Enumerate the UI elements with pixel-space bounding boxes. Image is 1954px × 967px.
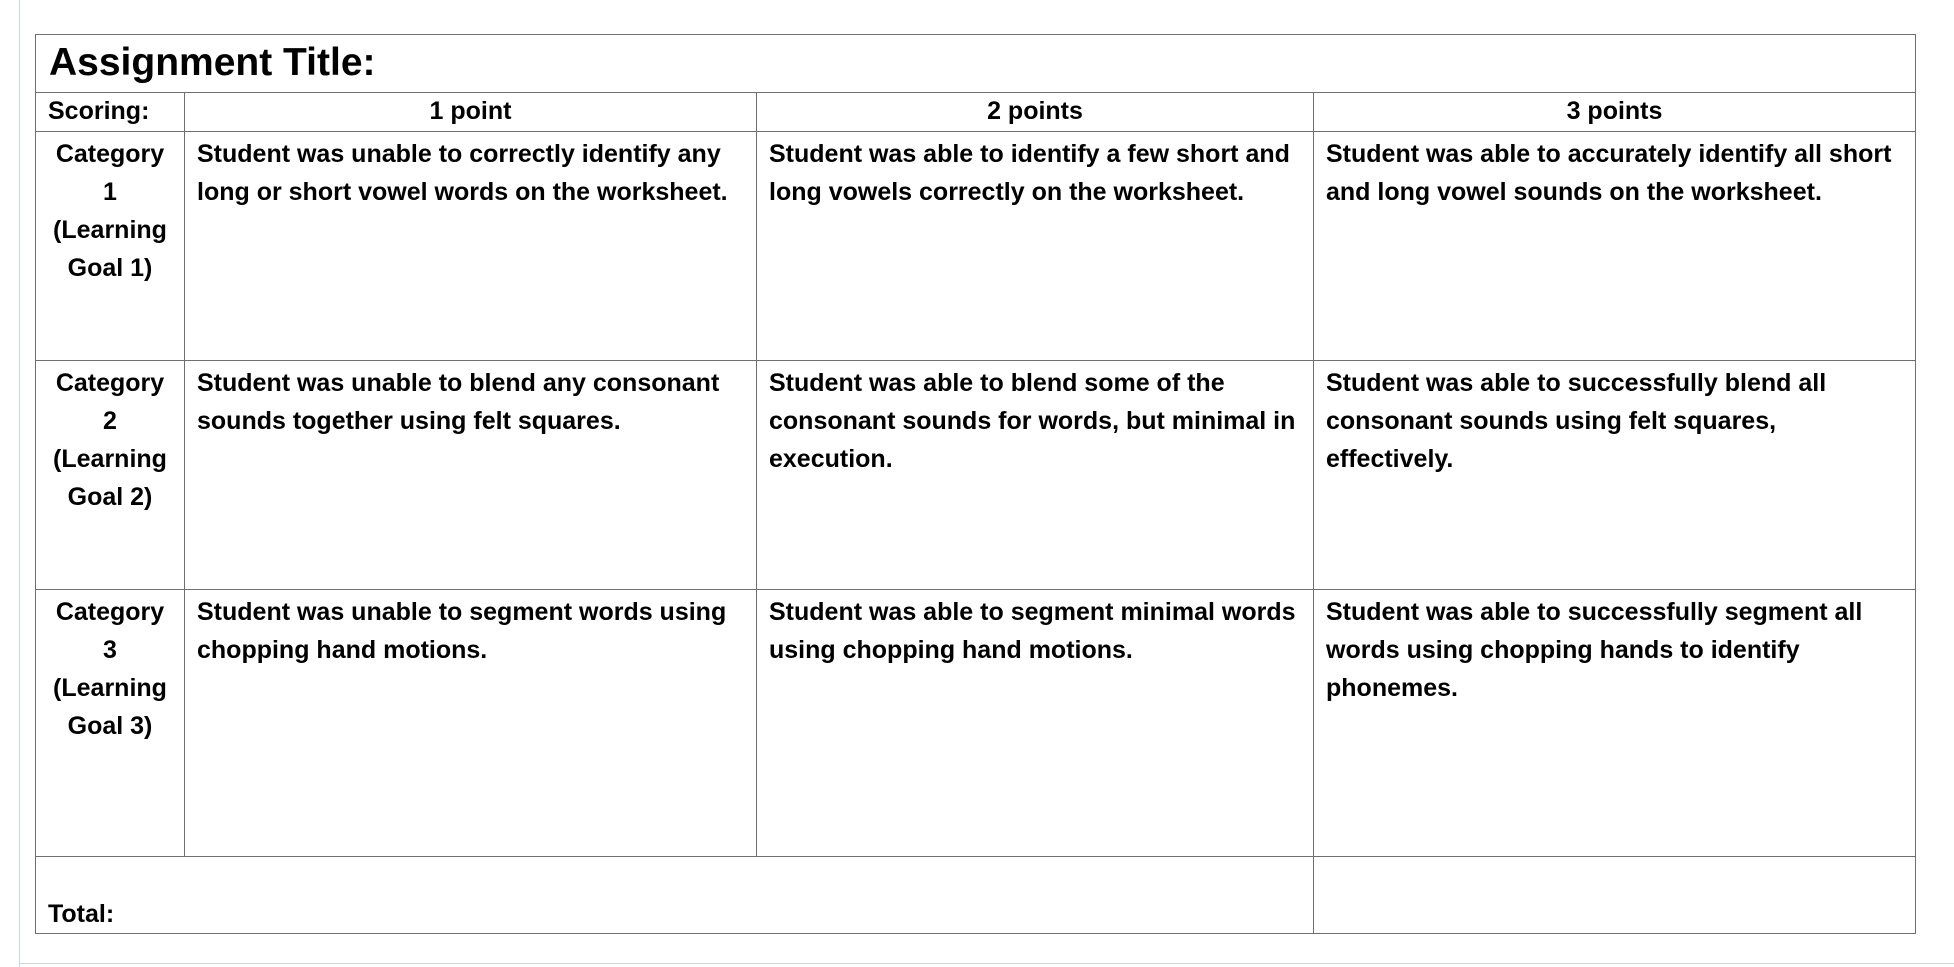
category-1-cell-3-points[interactable]: Student was able to accurately identify all short and long vowel sounds on the worksheet. [1314,132,1916,361]
category-label-line: Goal 2) [67,483,153,511]
category-label-line: Category [55,369,165,397]
category-label-line: Goal 3) [67,712,153,740]
total-value-cell[interactable] [1314,857,1916,934]
category-3-label [36,590,185,857]
category-3-cell-1-point[interactable]: Student was unable to segment words using chopping hand motions. [185,590,757,857]
category-label-line: (Learning [53,216,167,244]
category-1-cell-2-points[interactable]: Student was able to identify a few short and long vowels correctly on the worksheet. [757,132,1314,361]
score-header-3-points: 3 points [1314,93,1916,132]
page-edge-left [19,0,20,967]
category-row-1 [36,132,1916,361]
score-header-1-point: 1 point [185,93,757,132]
category-label-line: (Learning [53,674,167,702]
category-2-cell-2-points[interactable]: Student was able to blend some of the consonant sounds for words, but minimal in execution. [757,361,1314,590]
page-edge-bottom [19,963,1954,964]
category-label-line: 2 [103,407,117,435]
category-label-line: Goal 1) [67,254,153,282]
category-2-cell-3-points[interactable]: Student was able to successfully blend all consonant sounds using felt squares, effectively. [1314,361,1916,590]
assignment-title[interactable]: Assignment Title: [36,35,1916,93]
total-row [36,857,1916,934]
category-label-line: Category [55,140,165,168]
category-label-line: Category [55,598,165,626]
category-3-cell-3-points[interactable]: Student was able to successfully segment all words using chopping hands to identify phonemes. [1314,590,1916,857]
category-2-label [36,361,185,590]
category-1-label [36,132,185,361]
category-label-line: 3 [103,636,117,664]
rubric-table [35,34,1916,934]
total-label: Total: [36,857,1314,934]
score-header-2-points: 2 points [757,93,1314,132]
category-3-cell-2-points[interactable]: Student was able to segment minimal words using chopping hand motions. [757,590,1314,857]
category-row-3 [36,590,1916,857]
scoring-label: Scoring: [36,93,185,132]
category-label-line: 1 [103,178,117,206]
category-1-cell-1-point[interactable]: Student was unable to correctly identify any long or short vowel words on the worksheet. [185,132,757,361]
category-label-line: (Learning [53,445,167,473]
category-2-cell-1-point[interactable]: Student was unable to blend any consonant sounds together using felt squares. [185,361,757,590]
title-row [36,35,1916,93]
category-row-2 [36,361,1916,590]
scoring-row [36,93,1916,132]
